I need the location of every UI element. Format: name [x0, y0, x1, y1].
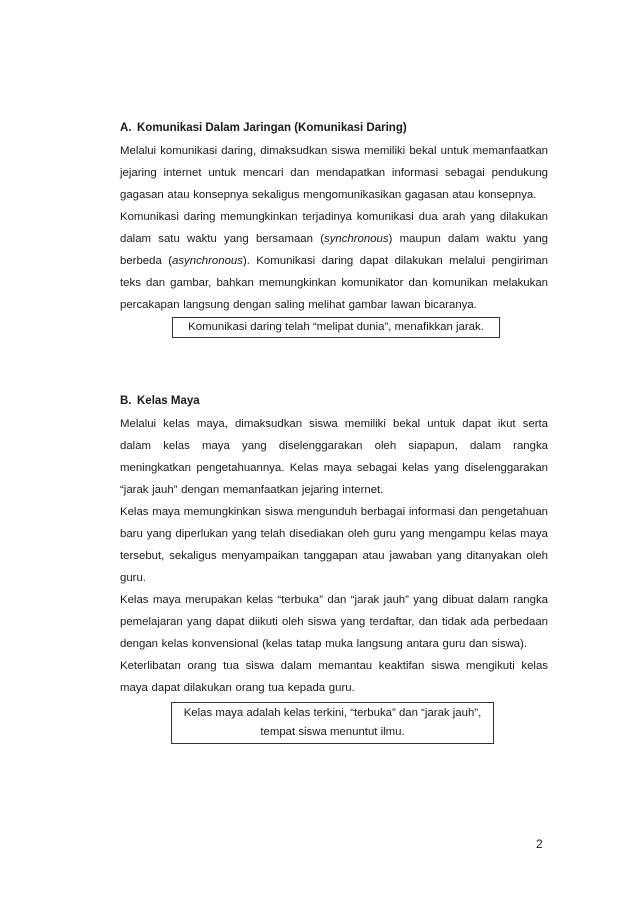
section-a-paragraph-2 [120, 206, 548, 316]
asynchronous-term: asynchronous [172, 255, 243, 267]
section-a-letter: A. [120, 122, 132, 134]
section-b-quote-line-1: Kelas maya adalah kelas terkini, “terbuka” dan “jarak jauh”, [183, 707, 482, 719]
section-a-p2-text-2: ) maupun dalam waktu yang berbeda ( [120, 233, 548, 267]
section-b-paragraph-4: Keterlibatan orang tua siswa dalam memantau keaktifan siswa mengikuti kelas maya dapat dilakukan orang tua kepada guru. [120, 660, 548, 694]
section-komunikasi-daring [120, 120, 548, 338]
section-a-quote-box [172, 317, 500, 338]
section-a-paragraph-1: Melalui komunikasi daring, dimaksudkan siswa memiliki bekal untuk memanfaatkan jejaring internet untuk mencari dan mendapatkan informasi sebagai pendukung gagasan atau konsepnya sekaligus mengomunikasikan gagasan atau konsepnya. [120, 145, 548, 201]
section-a-title: Komunikasi Dalam Jaringan (Komunikasi Daring) [137, 122, 407, 134]
section-b-paragraph-1: Melalui kelas maya, dimaksudkan siswa memiliki bekal untuk dapat ikut serta dalam kelas maya yang diselenggarakan oleh siapapun, dalam rangka meningkatkan pengetahuannya. Kelas maya sebagai kelas yang diselenggarakan “jarak jauh” dengan memanfaatkan jejaring internet. [120, 418, 548, 496]
section-a-p2-text-3: ). Komunikasi daring dapat dilakukan melalui pengiriman teks dan gambar, bahkan memungkinkan komunikator dan komunikan melakukan percakapan langsung dengan saling melihat gambar lawan bicaranya. [120, 255, 548, 311]
section-a-quote-text: Komunikasi daring telah “melipat dunia”, menafikkan jarak. [188, 321, 484, 333]
section-b-title: Kelas Maya [137, 395, 200, 407]
section-kelas-maya [120, 393, 548, 744]
section-b-paragraph-2: Kelas maya memungkinkan siswa mengunduh berbagai informasi dan pengetahuan baru yang diperlukan yang telah disediakan oleh guru yang mengampu kelas maya tersebut, sekaligus menyampaikan tanggapan atau jawaban yang ditanyakan oleh guru. [120, 506, 548, 584]
synchronous-term: synchronous [324, 233, 389, 245]
section-a-heading [120, 120, 548, 136]
section-b-heading [120, 393, 548, 409]
section-b-paragraph-3: Kelas maya merupakan kelas “terbuka” dan “jarak jauh” yang dibuat dalam rangka pemelajaran yang dapat diikuti oleh siswa yang terdaftar, dan tidak ada perbedaan dengan kelas konvensional (kelas tatap muka langsung antara guru dan siswa). [120, 594, 548, 650]
section-a-p2-text-1: Komunikasi daring memungkinkan terjadinya komunikasi dua arah yang dilakukan dalam satu waktu yang bersamaan ( [120, 211, 548, 245]
section-b-quote-box [171, 702, 494, 744]
page-number: 2 [536, 837, 543, 851]
section-b-quote-line-2: tempat siswa menuntut ilmu. [260, 726, 405, 738]
section-b-letter: B. [120, 395, 132, 407]
